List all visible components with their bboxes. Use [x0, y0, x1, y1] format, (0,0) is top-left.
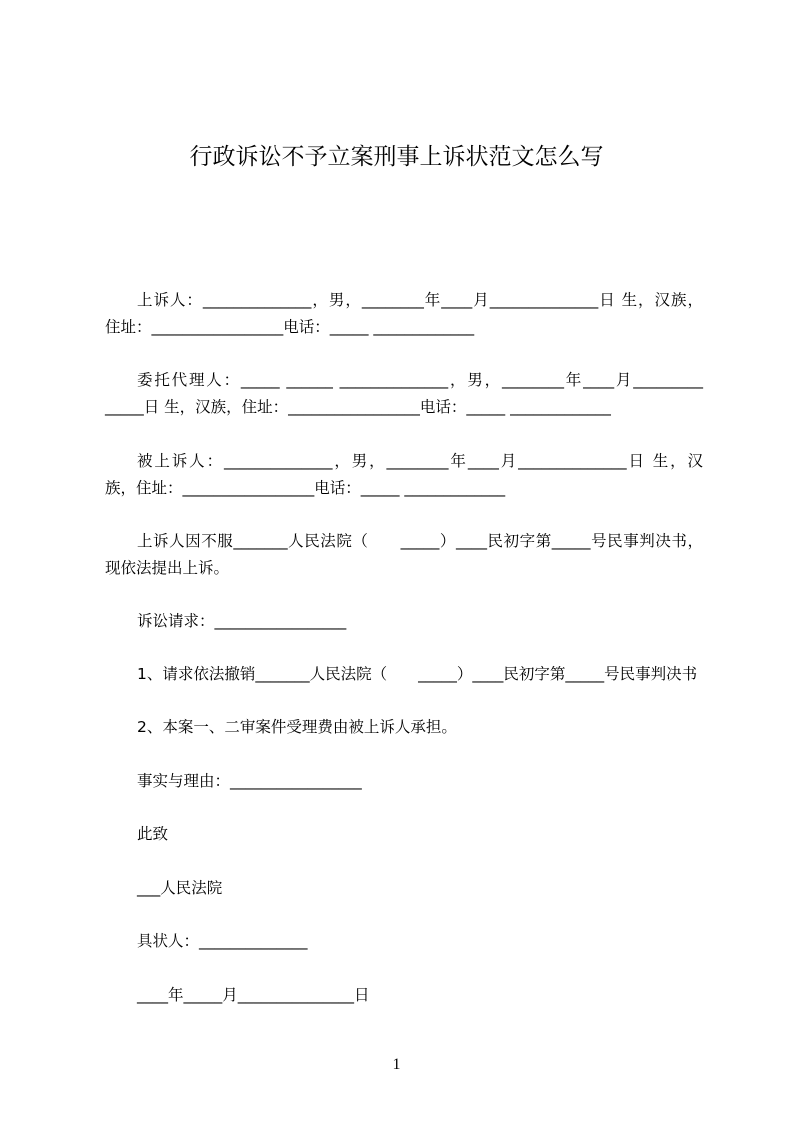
page-number: 1: [392, 1056, 401, 1073]
paragraph-line: ___人民法院: [137, 879, 223, 897]
paragraph-line: 诉讼请求：_________________: [137, 612, 347, 630]
addressee-court: [105, 875, 703, 902]
facts-heading: [105, 768, 703, 795]
paragraph-line: ____年_____月_______________日: [137, 986, 370, 1004]
appellee-paragraph: [105, 448, 703, 501]
paragraph-line: 现依法提出上诉。: [105, 558, 230, 577]
salutation: [105, 821, 703, 848]
paragraph-line: 事实与理由：_________________: [137, 772, 362, 790]
date-line: [105, 982, 703, 1009]
paragraph-line: 2、本案一、二审案件受理费由被上诉人承担。: [137, 718, 457, 736]
paragraph-line: 住址：_________________电话：_____ _____________: [105, 317, 475, 336]
paragraph-line: _____日 生，汉族，住址：_________________电话：_____ _____________: [105, 397, 611, 416]
paragraph-line: 1、请求依法撤销_______人民法院（ _____）____民初字第_____号民事判决书: [137, 665, 698, 683]
paragraph-line: 被上诉人：______________，男，________年____月______________日 生，汉: [137, 452, 703, 470]
appellant-paragraph: [105, 287, 703, 340]
claim-item-1: [105, 661, 703, 688]
paragraph-line: 上诉人因不服_______人民法院（ _____）____民初字第_____号民事判决书，: [137, 532, 703, 550]
signer-line: [105, 928, 703, 955]
paragraph-line: 具状人：______________: [137, 932, 308, 950]
paragraph-line: 上诉人：______________，男，________年____月______________日 生，汉族，: [137, 291, 703, 309]
paragraph-line: 族，住址：_________________电话：_____ _____________: [105, 478, 506, 497]
document-title: 行政诉讼不予立案刑事上诉状范文怎么写: [189, 144, 604, 170]
appeal-statement-paragraph: [105, 528, 703, 581]
paragraph-line: 此致: [137, 825, 169, 843]
agent-paragraph: [105, 367, 703, 420]
claim-item-2: [105, 714, 703, 741]
paragraph-line: 委托代理人：_____ ______ ______________，男，________年____月_________: [137, 371, 703, 389]
claims-heading: [105, 608, 703, 635]
